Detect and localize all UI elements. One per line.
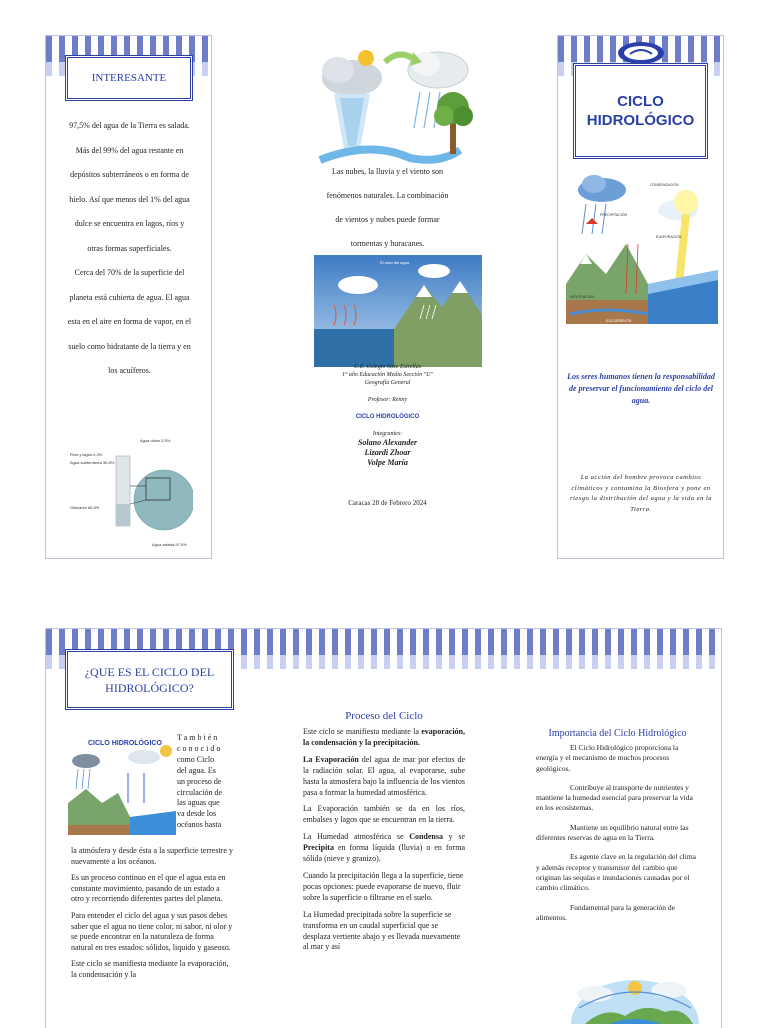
que-es-p2: Es un proceso continuo en el que el agua esta en constante movimiento, pasando de un estado a otro y recorriendo diferentes partes del planeta. <box>71 873 226 904</box>
panel-portada <box>557 35 724 559</box>
proceso-heading: Proceso del Ciclo <box>345 710 423 722</box>
wrap-line: T a m b i é n <box>177 733 218 742</box>
cover-quote: Los seres humanos tienen la responsabilidad de preservar el funcionamiento del ciclo del agua. <box>567 372 715 405</box>
members-list <box>290 438 485 468</box>
water-cycle-illustration <box>300 40 480 165</box>
earth-cycle-illustration <box>565 972 705 1024</box>
proceso-p3: La Evaporación también se da en los ríos, embalses y lagos que se encuentran en la tierra. <box>303 804 465 825</box>
nubes-line: Las nubes, la lluvia y el viento son <box>331 167 444 176</box>
label-glaciares: Glaciares 68,9% <box>70 505 100 510</box>
school-line: U.E. Colegio Siete Estrellas <box>353 364 422 370</box>
cover-note: La acción del hombre provoca cambios climáticos y contamina la Biosfera y pone en riesgo la distribución del agua y la vida en la Tierra. <box>569 474 713 513</box>
interesante-text <box>52 114 207 384</box>
interesante-line: dulce se encuentra en lagos, ríos y <box>74 219 185 228</box>
members-label: Integrantes: <box>372 431 403 437</box>
nubes-line: de vientos y nubes puede formar <box>335 215 440 224</box>
que-es-title: ¿QUE ES EL CICLO DEL HIDROLÓGICO? <box>65 649 234 710</box>
importancia-item: Contribuye al transporte de nutrientes y mantiene la humedad esencial para preservar la vida en los ecosistemas. <box>536 782 693 813</box>
que-es-p4: Este ciclo se manifiesta mediante la evaporación, la condensación y la <box>71 959 229 979</box>
proceso-p4-b: Condensa <box>409 832 443 842</box>
que-es-body <box>71 846 233 987</box>
importancia-body <box>536 743 701 929</box>
label-subterranea: Agua subterránea 30,8% <box>70 460 115 465</box>
wrap-line: va desde los <box>177 809 217 819</box>
diagram-title: El ciclo del agua <box>380 260 410 265</box>
school-line: 1° año Educación Media Sección "U" <box>342 372 433 378</box>
label-escorrentia: ESCORRENTÍA <box>606 319 632 323</box>
interesante-line: planeta está cubierta de agua. El agua <box>69 292 190 302</box>
proceso-p4-e: en forma líquida (lluvia) o en forma sólida (nieve y granizo). <box>303 843 465 864</box>
nubes-line: tormentas y huracanes. <box>350 239 425 248</box>
importancia-item: Mantiene un equilibrio natural entre las diferentes reservas de agua en la Tierra. <box>536 822 689 843</box>
wrap-line: circulación de <box>177 787 223 797</box>
interesante-line: hielo. Así que menos del 1% del agua <box>69 194 190 204</box>
proceso-p2-b: del agua de mar por efectos de la radiación solar. El agua, al evaporarse, sube hasta la atmosfera bajo la influencia de los vientos pasa a formar la humedad atmosférica. <box>303 754 465 797</box>
que-es-p3: Para entender el ciclo del agua y sus pasos debes saber que el agua no tiene color, ni sabor, ni olor y se puede encontrar en la naturaleza de forma natural en tres estados: sólidos, liquido y gaseoso. <box>71 910 233 952</box>
label-rios-lagos: Ríos y lagos 0,3% <box>70 452 103 457</box>
proceso-p1-b: evaporación, la condensación y la precipitación. <box>303 727 466 747</box>
importancia-item: Es agente clave en la regulación del clima y además receptor y transmisor del cambio que originan las sequías e inundaciones causadas por el cambio climático. <box>536 852 696 893</box>
importancia-heading: Importancia del Ciclo Hidrológico <box>548 728 687 739</box>
interesante-line: esta en el aire en forma de vapor, en el <box>67 317 192 326</box>
interesante-line: suelo como hidratante de la tierra y en <box>68 341 191 351</box>
member-name: Volpe María <box>367 458 408 467</box>
cover-title-line2: HIDROLÓGICO <box>586 112 695 129</box>
interesante-line: otras formas superficiales. <box>87 243 172 253</box>
que-es-illustration <box>68 733 176 835</box>
proceso-p6: La Humedad precipitada sobre la superficie se transforma en un caudal superficial que se desplaza vertiente abajo y es llevada nuevamente al mar y así <box>303 909 461 952</box>
panel-portada-centro <box>290 35 485 559</box>
panel-interesante <box>45 35 212 559</box>
cover-title-line1: CICLO <box>617 93 664 110</box>
label-infiltracion: INFILTRACIÓN <box>570 295 595 299</box>
wrap-line: océanos hasta <box>177 820 222 830</box>
proceso-p4-d: Precipita <box>303 843 334 853</box>
wrap-line: las aguas que <box>177 798 220 808</box>
wrap-line: como Ciclo <box>177 754 215 764</box>
water-distribution-figure <box>68 434 193 554</box>
proceso-p2 <box>303 755 465 799</box>
interesante-title: INTERESANTE <box>65 55 193 101</box>
que-es-wrap-text <box>177 733 232 831</box>
proceso-p1-a: Este ciclo se manifiesta mediante la <box>303 727 419 736</box>
label-agua-dulce: Agua dulce 2,5% <box>140 438 171 443</box>
nubes-line: fenómenos naturales. La combinación <box>326 191 449 200</box>
member-name: Lizardi Zhoar <box>364 448 411 457</box>
que-es-image-title: CICLO HIDROLÓGICO <box>88 740 162 747</box>
importancia-item: Fundamental para la generación de alimentos. <box>536 902 675 922</box>
professor-line: Profesor: Renny <box>367 397 408 403</box>
importancia-item: El Ciclo Hidrológico proporciona la energía y el mecanismo de muchos procesos geológicos. <box>536 743 679 773</box>
wrap-line: un proceso de <box>177 776 222 786</box>
proceso-p4-c: y se <box>448 832 466 842</box>
label-precipitacion: PRECIPITACIÓN <box>600 213 627 217</box>
ciclo-del-agua-diagram <box>314 255 482 367</box>
school-line: Geografía General <box>364 380 411 386</box>
interesante-line: depósitos subterráneos o en forma de <box>70 170 189 179</box>
proceso-p2-a: La Evaporación <box>303 754 359 764</box>
project-title: CICLO HIDROLÓGICO <box>355 414 420 420</box>
interesante-line: 97,5% del agua de la Tierra es salada. <box>69 121 190 130</box>
proceso-p4-a: La Humedad atmosférica se <box>303 832 404 842</box>
nubes-paragraph <box>290 160 485 256</box>
label-agua-salada: Agua salada 97,5% <box>152 542 187 547</box>
que-es-p1: la atmósfera y desde ésta a la superficie terrestre y nuevamente a los océanos. <box>71 846 233 866</box>
ciclo-hidrologico-diagram <box>566 174 718 326</box>
member-name: Solano Alexander <box>357 438 418 447</box>
proceso-p1 <box>303 727 465 749</box>
interesante-line: Cerca del 70% de la superficie del <box>74 268 185 277</box>
date-line: Caracas 28 de Febrero 2024 <box>348 499 427 507</box>
wrap-line: c o n o c i d o <box>177 743 221 753</box>
proceso-p4 <box>303 832 465 865</box>
wrap-line: del agua. Es <box>177 765 216 775</box>
proceso-body <box>303 727 465 959</box>
interesante-line: los acuíferos. <box>108 366 151 375</box>
label-condensacion: CONDENSACIÓN <box>650 183 679 187</box>
interesante-line: Más del 99% del agua restante en <box>75 145 184 155</box>
cover-title <box>573 63 708 159</box>
proceso-p5: Cuando la precipitación llega a la superficie, tiene pocas opciones: puede evaporarse de nuevo, fluir sobre la superficie o filtrarse en el suelo. <box>303 870 464 902</box>
school-info <box>290 363 485 387</box>
label-evaporacion: EVAPORACIÓN <box>656 235 682 239</box>
